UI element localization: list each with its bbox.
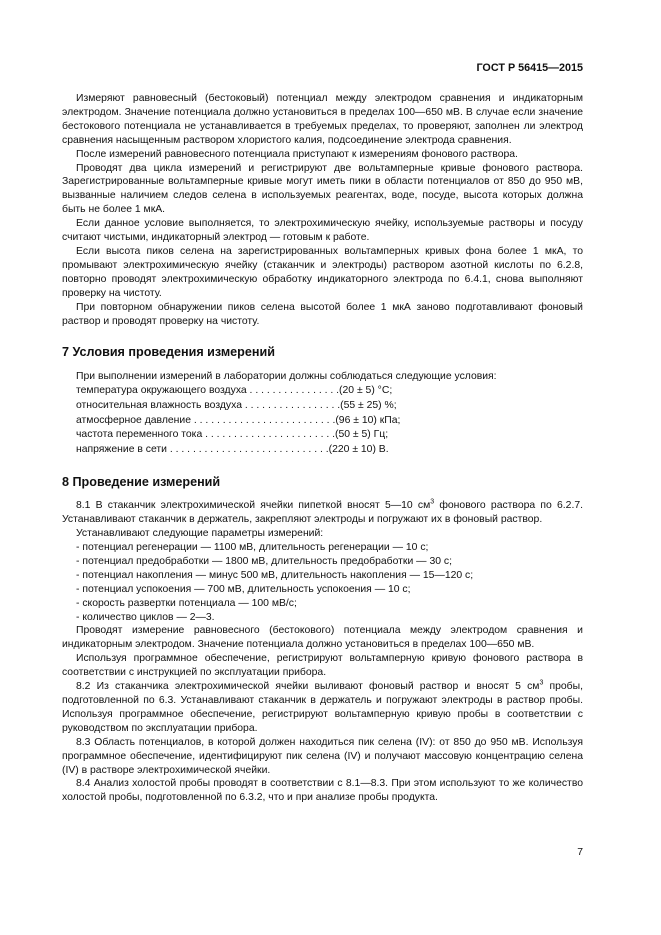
paragraph: Используя программное обеспечение, регистрируют вольтамперную кривую фонового раствора в соответствии с инструкцией по эксплуатации прибора. [62,653,583,679]
condition-item: частота переменного тока . . . . . . . . . . . . . . . . . . . . . . .(50 ± 5) Гц; [76,429,389,441]
section-8-heading: 8 Проведение измерений [62,475,221,490]
paragraph: При повторном обнаружении пиков селена высотой более 1 мкА заново подготавливают фоновый раствор и проводят проверку на чистоту. [62,301,583,327]
section-7-heading: 7 Условия проведения измерений [62,345,275,360]
paragraph-8-2 [62,680,583,736]
conditions-list [62,384,583,457]
document-body [62,92,583,805]
paragraph-8-1 [62,499,583,527]
paragraph-8-4: 8.4 Анализ холостой пробы проводят в соответствии с 8.1—8.3. При этом используют то же количество холостой пробы, подготовленной по 6.3.2, что и при анализе пробы продукта. [62,778,583,804]
conditions-lead: При выполнении измерений в лаборатории должны соблюдаться следующие условия: [76,371,497,383]
parameter-item: - потенциал успокоения — 700 мВ, длительность успокоения — 10 с; [76,583,583,597]
paragraph: Если данное условие выполняется, то электрохимическую ячейку, используемые растворы и посуду считают чистыми, индикаторный электрод — готовым к работе. [62,218,583,244]
paragraph: Проводят два цикла измерений и регистрируют две вольтамперные кривые фонового раствора. Зарегистрированные вольтамперные кривые могут иметь пики в области потенциалов от 850 до 950 мВ, вызванные наличием следов селена в используемых реагентах, воде, посуде, высота которых должна быть не более 1 мкА. [62,162,583,216]
parameter-item: - потенциал накопления — минус 500 мВ, длительность накопления — 15—120 с; [76,569,583,583]
text: пробы, подготовленной по 6.3. Устанавливают стаканчик в держатель и погружают электроды в раствор пробы. Используя программное обеспечение, регистрируют вольтамперную кривую пробы в соответствии с руководством по эксплуатации прибора. [62,681,583,734]
condition-item: температура окружающего воздуха . . . . . . . . . . . . . . . .(20 ± 5) °С; [76,385,393,397]
paragraph: Измеряют равновесный (бестоковый) потенциал между электродом сравнения и индикаторным электродом. Значение потенциала должно установиться в пределах 100—650 мВ. В случае если значение бестокового потенциала не устанавливается в требуемых пределах, то проверяют, заполнен ли электрод сравнения насыщенным раствором хлористого калия, подсоединение электрода сравнения. [62,93,583,146]
page-number: 7 [577,847,583,858]
text: фонового раствора по 6.2.7. Устанавливают стаканчик в держатель, закрепляют электроды и погружают их в фоновый раствор. [62,500,583,526]
parameter-item: - потенциал регенерации — 1100 мВ, длительность регенерации — 10 с; [76,541,583,555]
paragraph: Проводят измерение равновесного (бестокового) потенциала между электродом сравнения и индикаторным электродом. Значение потенциала должно установиться в пределах 100—650 мВ. [62,625,583,651]
text: 8.1 В стаканчик электрохимической ячейки пипеткой вносят 5—10 см [76,500,431,512]
parameters-list [62,541,583,624]
condition-item: атмосферное давление . . . . . . . . . . . . . . . . . . . . . . . . .(96 ± 10) кПа; [76,414,401,426]
condition-item: относительная влажность воздуха . . . . . . . . . . . . . . . . .(55 ± 25) %; [76,399,397,411]
parameter-item: - количество циклов — 2—3. [76,611,583,625]
parameter-item: - потенциал предобработки — 1800 мВ, длительность предобработки — 30 с; [76,555,583,569]
paragraph: После измерений равновесного потенциала приступают к измерениям фонового раствора. [76,148,518,160]
condition-item: напряжение в сети . . . . . . . . . . . . . . . . . . . . . . . . . . . .(220 ± 10) В. [76,443,389,455]
superscript: 3 [539,679,544,687]
paragraph: Если высота пиков селена на зарегистрированных вольтамперных кривых фона более 1 мкА, то промывают электрохимическую ячейку (стаканчик и электроды) раствором азотной кислоты по 6.2.8, повторно проводят электрохимическую обработку индикаторного электрода по 6.4.1, снова выполняют проверку на чистоту. [62,245,583,299]
standard-number: ГОСТ Р 56415—2015 [476,62,583,74]
parameter-item: - скорость развертки потенциала — 100 мВ/с; [76,597,583,611]
superscript: 3 [430,498,435,506]
params-lead: Устанавливают следующие параметры измерений: [76,528,324,540]
paragraph-8-3: 8.3 Область потенциалов, в которой должен находиться пик селена (IV): от 850 до 950 мВ. Используя программное обеспечение, идентифицируют пик селена (IV) и получают массовую концентрацию селена (IV) в растворе электрохимической ячейки. [62,736,583,776]
text: 8.2 Из стаканчика электрохимической ячейки выливают фоновый раствор и вносят 5 см [76,681,540,693]
